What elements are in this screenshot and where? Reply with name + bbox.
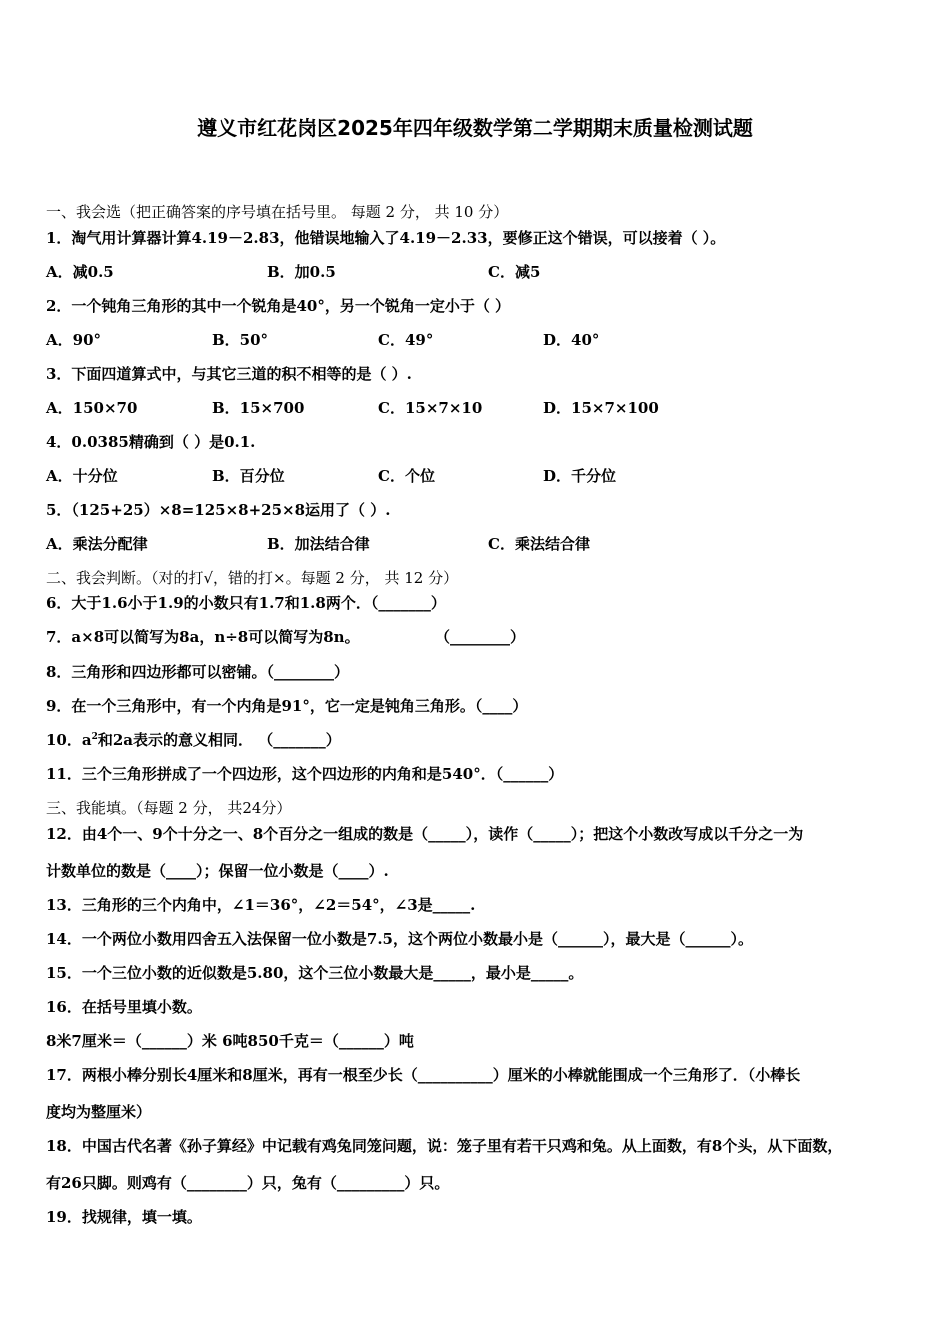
question-11: 11．三个三角形拼成了一个四边形，这个四边形的内角和是540°．（______） [46, 765, 564, 783]
question-8: 8．三角形和四边形都可以密铺。（________） [46, 663, 349, 681]
section-3-heading: 三、我能填。（每题 2 分， 共24分） [46, 799, 292, 817]
question-6: 6．大于1.6小于1.9的小数只有1.7和1.8两个．（_______） [46, 594, 446, 612]
question-17-cont: 度均为整厘米） [46, 1103, 152, 1121]
q1-option-c: C．减5 [488, 263, 541, 281]
section-1-heading: 一、我会选（把正确答案的序号填在括号里。 每题 2 分， 共 10 分） [46, 203, 509, 221]
q2-option-b: B．50° [212, 331, 269, 349]
question-1: 1．淘气用计算器计算4.19－2.83，他错误地输入了4.19－2.33，要修正这个错误，可以接着（ ）。 [46, 229, 726, 247]
q2-option-d: D．40° [543, 331, 600, 349]
q3-option-c: C．15×7×10 [378, 399, 483, 417]
q2-option-c: C．49° [378, 331, 434, 349]
q5-option-a: A．乘法分配律 [46, 535, 148, 553]
question-12-cont: 计数单位的数是（____）；保留一位小数是（____）. [46, 862, 389, 880]
question-10 [46, 730, 341, 750]
q3-option-d: D．15×7×100 [543, 399, 659, 417]
exam-title: 遵义市红花岗区2025年四年级数学第二学期期末质量检测试题 [197, 116, 753, 140]
section-2-heading: 二、我会判断。（对的打√，错的打×。每题 2 分， 共 12 分） [46, 569, 459, 587]
question-16-items: 8米7厘米＝（______）米 6吨850千克＝（______）吨 [46, 1032, 414, 1050]
question-18: 18．中国古代名著《孙子算经》中记载有鸡兔同笼问题，说：笼子里有若干只鸡和兔。从上面数，有8个头，从下面数， [46, 1137, 843, 1155]
question-16: 16．在括号里填小数。 [46, 998, 202, 1016]
question-4: 4．0.0385精确到（ ）是0.1. [46, 433, 256, 451]
question-18-cont: 有26只脚。则鸡有（________）只，兔有（_________）只。 [46, 1174, 450, 1192]
q10-part2: 和2a表示的意义相同． （_______） [97, 731, 341, 749]
q1-option-a: A．减0.5 [46, 263, 114, 281]
q10-part1: 10．a [46, 731, 92, 749]
q4-option-a: A．十分位 [46, 467, 118, 485]
q10-exponent: 2 [91, 732, 98, 742]
q3-option-b: B．15×700 [212, 399, 305, 417]
question-9: 9．在一个三角形中，有一个内角是91°，它一定是钝角三角形。（____） [46, 697, 528, 715]
q4-option-c: C．个位 [378, 467, 435, 485]
question-7-blank: （________） [435, 628, 526, 646]
q4-option-d: D．千分位 [543, 467, 617, 485]
question-13: 13．三角形的三个内角中，∠1＝36°，∠2＝54°，∠3是_____. [46, 896, 476, 914]
q2-option-a: A．90° [46, 331, 102, 349]
question-12: 12．由4个一、9个十分之一、8个百分之一组成的数是（_____），读作（_____）；把这个小数改写成以千分之一为 [46, 825, 804, 843]
q5-option-c: C．乘法结合律 [488, 535, 590, 553]
q1-option-b: B．加0.5 [267, 263, 336, 281]
q3-option-a: A．150×70 [46, 399, 138, 417]
question-7: 7．a×8可以简写为8a，n÷8可以简写为8n。 [46, 628, 360, 646]
question-3: 3．下面四道算式中，与其它三道的积不相等的是（ ）. [46, 365, 412, 383]
question-5: 5．（125+25）×8=125×8+25×8运用了（ ）. [46, 501, 391, 519]
question-17: 17．两根小棒分别长4厘米和8厘米，再有一根至少长（__________）厘米的小棒就能围成一个三角形了．（小棒长 [46, 1066, 801, 1084]
question-14: 14．一个两位小数用四舍五入法保留一位小数是7.5，这个两位小数最小是（______），最大是（______）。 [46, 930, 753, 948]
question-15: 15．一个三位小数的近似数是5.80，这个三位小数最大是_____，最小是_____。 [46, 964, 584, 982]
q5-option-b: B．加法结合律 [267, 535, 370, 553]
question-19: 19．找规律，填一填。 [46, 1208, 202, 1226]
q4-option-b: B．百分位 [212, 467, 285, 485]
question-2: 2．一个钝角三角形的其中一个锐角是40°，另一个锐角一定小于（ ） [46, 297, 511, 315]
